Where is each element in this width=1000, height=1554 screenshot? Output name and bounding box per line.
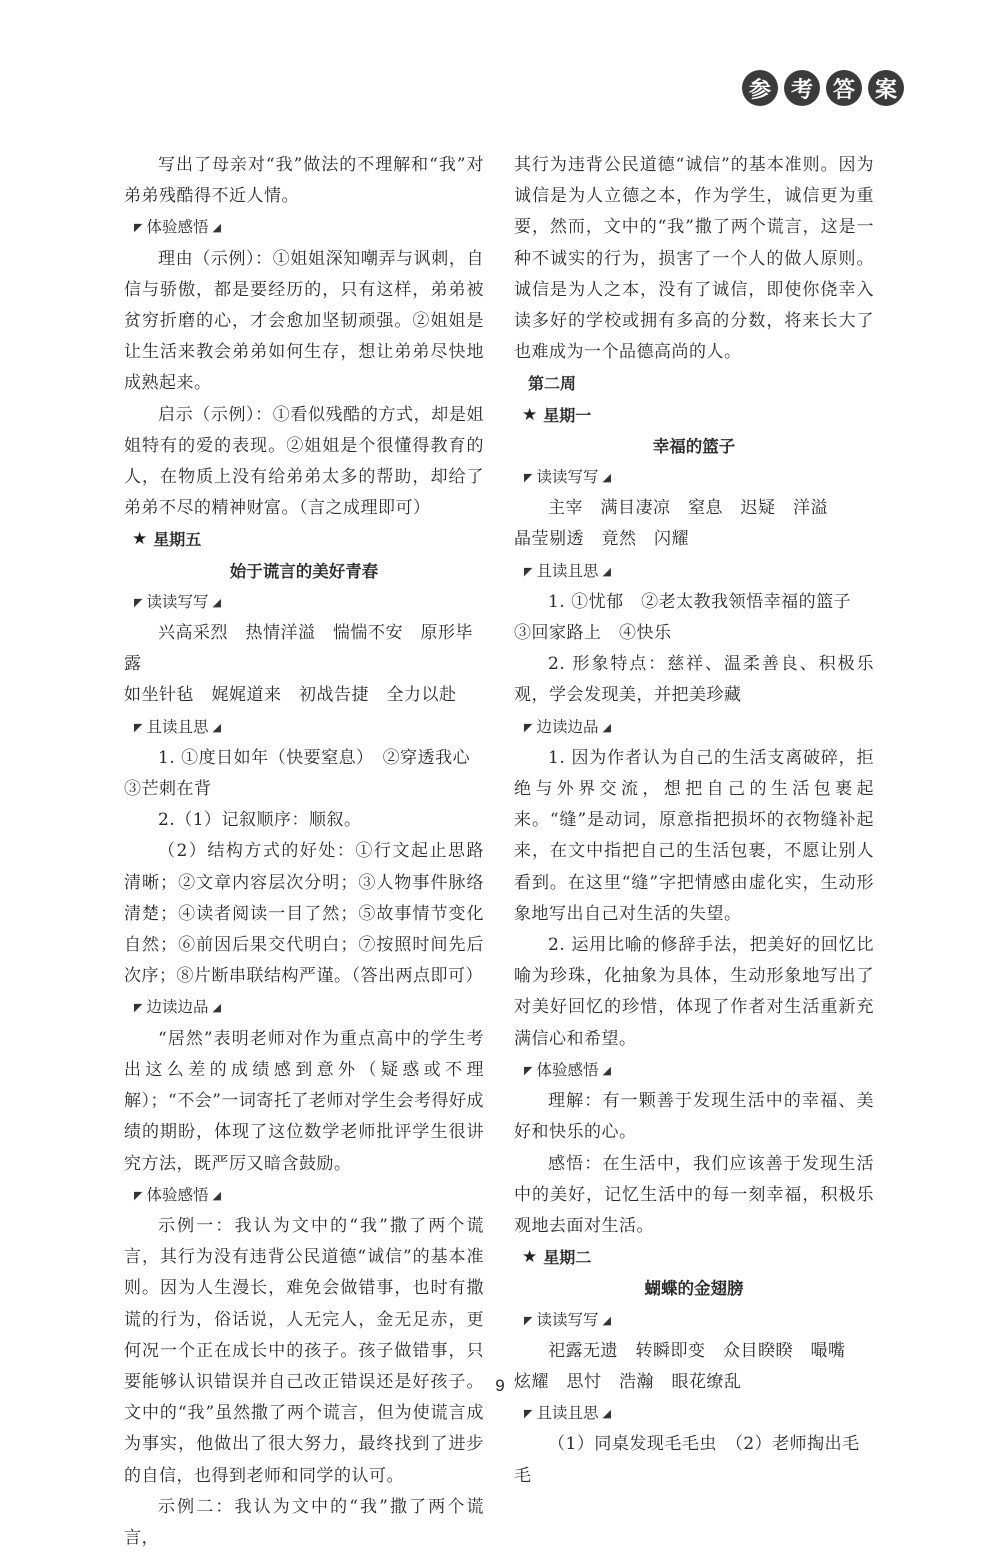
triangle-icon: ◢ <box>212 1001 221 1015</box>
article-title: 蝴蝶的金翅膀 <box>644 1279 744 1299</box>
answer-line: 1. ①忧郁 ②老太教我领悟幸福的篮子 <box>548 591 852 612</box>
triangle-icon: ◤ <box>134 595 143 609</box>
paragraph: 示例一：我认为文中的“我”撒了两个谎言，其行为没有违背公民道德“诚信”的基本准则。因为人生漫长，难免会做错事，也时有撒谎的行为，俗话说，人无完人，金无足赤，更何况一个正在成长中的孩子。孩子做错事，只要能够认识错误并自己改正错误还是好孩子。文中的“我”虽然撒了两个谎言，但为使谎言成为事实，他做出了很大努力，最终找到了进步的自信，也得到老师和同学的认可。 <box>124 1215 484 1486</box>
vocab-line: 主宰 满目凄凉 窒息 迟疑 洋溢 <box>548 498 828 519</box>
paragraph: 写出了母亲对“我”做法的不理解和“我”对弟弟残酷得不近人情。 <box>124 155 484 207</box>
star-icon: ★ <box>522 404 538 425</box>
triangle-icon: ◢ <box>212 720 221 734</box>
section-heading: ◤ 边读边品 ◢ <box>124 992 484 1023</box>
answer-line: 1. ①度日如年（快要窒息） ②穿透我心 <box>158 747 471 768</box>
vocab-line: 如坐针毡 娓娓道来 初战告捷 全力以赴 <box>124 685 457 706</box>
header-badge: 答 <box>826 70 862 106</box>
vocab-line: 祀露无遗 转瞬即变 众目睽睽 嘬嘴 <box>548 1340 846 1361</box>
week-heading: 第二周 <box>528 374 577 394</box>
triangle-icon: ◤ <box>134 720 143 734</box>
section-heading: ◤ 且读且思 ◢ <box>124 712 484 743</box>
vocab-line: 晶莹剔透 竟然 闪耀 <box>514 529 689 550</box>
triangle-icon: ◤ <box>134 221 143 235</box>
section-heading: ◤ 且读且思 ◢ <box>514 556 874 587</box>
triangle-icon: ◤ <box>524 1407 533 1421</box>
section-heading: ◤ 读读写写 ◢ <box>514 462 874 493</box>
paragraph: 2. 运用比喻的修辞手法，把美好的回忆比喻为珍珠，化抽象为具体，生动形象地写出了对美好回忆的珍惜，体现了作者对生活重新充满信心和希望。 <box>514 935 874 1049</box>
triangle-icon: ◤ <box>524 1313 533 1327</box>
day-heading: ★ 星期五 <box>124 524 484 555</box>
triangle-icon: ◢ <box>602 564 611 578</box>
answer-line: ③芒刺在背 <box>124 779 212 800</box>
paragraph: 感悟：在生活中，我们应该善于发现生活中的美好，记忆生活中的每一刻幸福，积极乐观地去面对生活。 <box>514 1153 874 1236</box>
section-heading: ◤ 边读边品 ◢ <box>514 712 874 743</box>
header-badge: 参 <box>742 70 778 106</box>
article-title: 幸福的篮子 <box>652 436 736 456</box>
triangle-icon: ◤ <box>524 1063 533 1077</box>
section-heading: ◤ 体验感悟 ◢ <box>124 1180 484 1211</box>
section-heading: ◤ 体验感悟 ◢ <box>514 1055 874 1086</box>
star-icon: ★ <box>522 1247 538 1268</box>
section-heading: ◤ 体验感悟 ◢ <box>124 212 484 243</box>
section-heading: ◤ 读读写写 ◢ <box>514 1305 874 1336</box>
vocab-line: 炫耀 思忖 浩瀚 眼花缭乱 <box>514 1371 742 1392</box>
triangle-icon: ◤ <box>524 720 533 734</box>
day-heading: ★ 星期一 <box>514 400 874 431</box>
paragraph: 启示（示例）：①看似残酷的方式，却是姐姐特有的爱的表现。②姐姐是个很懂得教育的人，在物质上没有给弟弟太多的帮助，却给了弟弟不尽的精神财富。（言之成理即可） <box>124 404 484 519</box>
triangle-icon: ◢ <box>212 595 221 609</box>
triangle-icon: ◤ <box>134 1001 143 1015</box>
triangle-icon: ◤ <box>134 1188 143 1202</box>
paragraph: 其行为违背公民道德“诚信”的基本准则。因为诚信是为人立德之本，作为学生，诚信更为重要，然而，文中的“我”撒了两个谎言，这是一种不诚实的行为，损害了一个人的做人原则。诚信是为人之本，没有了诚信，即使你侥幸入读多好的学校或拥有多高的分数，将来长大了也难成为一个品德高尚的人。 <box>514 155 874 363</box>
triangle-icon: ◢ <box>602 1407 611 1421</box>
paragraph: 1. 因为作者认为自己的生活支离破碎，拒绝与外界交流，想把自己的生活包裹起来。“缝”是动词，原意指把损坏的衣物缝补起来，在文中指把自己的生活包裹，不愿让别人看到。在这里“缝”字把情感由虚化实，生动形象地写出自己对生活的失望。 <box>514 747 874 924</box>
paragraph: 理解：有一颗善于发现生活中的幸福、美好和快乐的心。 <box>514 1091 874 1143</box>
triangle-icon: ◢ <box>602 471 611 485</box>
triangle-icon: ◢ <box>212 221 221 235</box>
section-heading: ◤ 且读且思 ◢ <box>514 1398 874 1429</box>
answer-line: 2.（1）记叙顺序：顺叙。 <box>158 810 362 831</box>
triangle-icon: ◤ <box>524 471 533 485</box>
triangle-icon: ◤ <box>524 564 533 578</box>
article-title: 始于谎言的美好青春 <box>229 561 379 581</box>
vocab-line: 兴高采烈 热情洋溢 惴惴不安 原形毕露 <box>124 623 473 675</box>
answer-line: ③回家路上 ④快乐 <box>514 623 672 644</box>
section-heading: ◤ 读读写写 ◢ <box>124 587 484 618</box>
triangle-icon: ◢ <box>602 1313 611 1327</box>
triangle-icon: ◢ <box>602 720 611 734</box>
answer-key-header <box>742 70 904 106</box>
day-heading: ★ 星期二 <box>514 1242 874 1273</box>
triangle-icon: ◢ <box>212 1188 221 1202</box>
paragraph: 理由（示例）：①姐姐深知嘲弄与讽刺，自信与骄傲，都是要经历的，只有这样，弟弟被贫穷折磨的心，才会愈加坚韧顽强。②姐姐是让生活来教会弟弟如何生存，想让弟弟尽快地成熟起来。 <box>124 248 484 394</box>
left-column <box>124 150 484 1554</box>
right-column <box>514 150 874 1492</box>
paragraph: 2. 形象特点：慈祥、温柔善良、积极乐观，学会发现美，并把美珍藏 <box>514 654 874 706</box>
star-icon: ★ <box>132 529 148 550</box>
header-badge: 案 <box>868 70 904 106</box>
paragraph: （2）结构方式的好处：①行文起止思路清晰；②文章内容层次分明；③人物事件脉络清楚；④读者阅读一目了然；⑤故事情节变化自然；⑥前因后果交代明白；⑦按照时间先后次序；⑧片断串联结构严谨。（答出两点即可） <box>124 841 484 987</box>
answer-line: （1）同桌发现毛毛虫 （2）老师掏出毛毛 <box>514 1434 860 1486</box>
triangle-icon: ◢ <box>602 1063 611 1077</box>
page-number: 9 <box>495 1376 505 1395</box>
paragraph: “居然”表明老师对作为重点高中的学生考出这么差的成绩感到意外（疑惑或不理解）；“不会”一词寄托了老师对学生会考得好成绩的期盼，体现了这位数学老师批评学生很讲究方法，既严厉又暗含鼓励。 <box>124 1028 484 1174</box>
header-badge: 考 <box>784 70 820 106</box>
paragraph: 示例二：我认为文中的“我”撒了两个谎言， <box>124 1496 484 1548</box>
